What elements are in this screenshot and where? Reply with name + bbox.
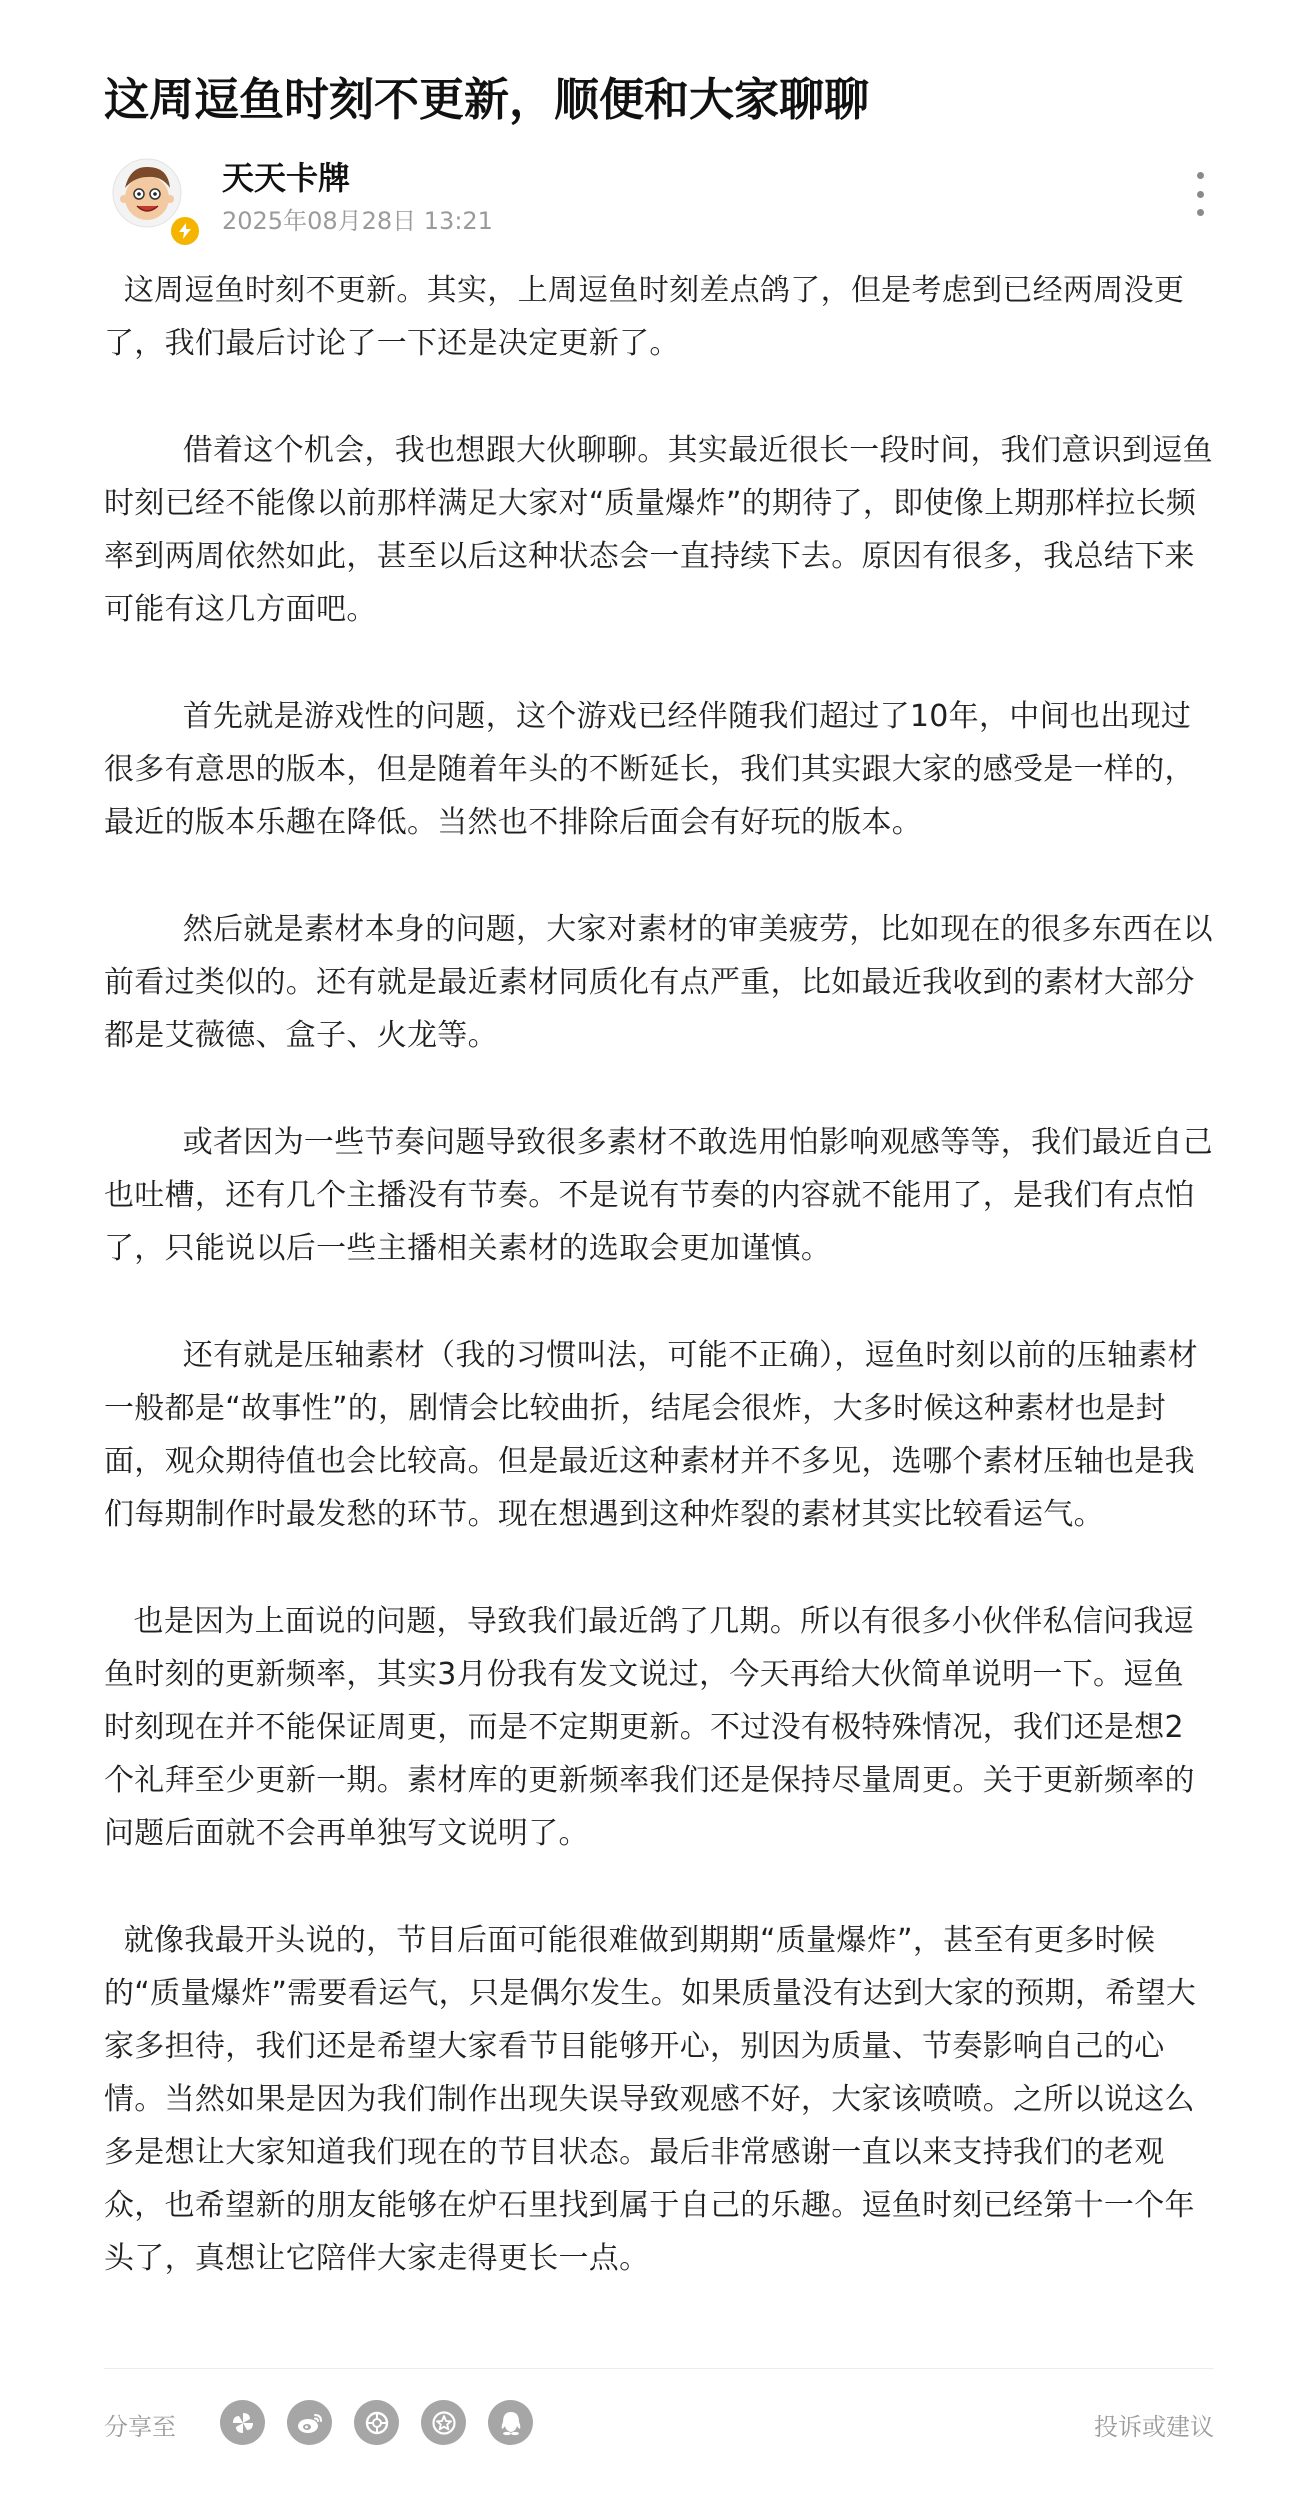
article-paragraph: 这周逗鱼时刻不更新。其实，上周逗鱼时刻差点鸽了，但是考虑到已经两周没更了，我们最后讨论了一下还是决定更新了。: [104, 273, 1185, 361]
article-paragraph: 或者因为一些节奏问题导致很多素材不敢选用怕影响观感等等，我们最近自己也吐槽，还有几个主播没有节奏。不是说有节奏的内容就不能用了，是我们有点怕了，只能说以后一些主播相关素材的选取会更加谨慎。: [104, 1125, 1213, 1266]
pinwheel-icon[interactable]: [220, 2400, 265, 2445]
footer-divider: [104, 2368, 1214, 2369]
author-avatar[interactable]: [112, 158, 182, 228]
favorite-icon[interactable]: [421, 2400, 466, 2445]
article-paragraph: 然后就是素材本身的问题，大家对素材的审美疲劳，比如现在的很多东西在以前看过类似的。还有就是最近素材同质化有点严重，比如最近我收到的素材大部分都是艾薇德、盒子、火龙等。: [104, 912, 1213, 1053]
qq-icon[interactable]: [488, 2400, 533, 2445]
share-label: 分享至: [104, 2413, 176, 2441]
dot: [1197, 172, 1204, 179]
article-title: 这周逗鱼时刻不更新，顺便和大家聊聊: [104, 73, 870, 126]
author-name[interactable]: 天天卡牌: [222, 159, 351, 197]
article-body: [104, 264, 1214, 2339]
article-paragraph: 还有就是压轴素材（我的习惯叫法，可能不正确），逗鱼时刻以前的压轴素材一般都是“故事性”的，剧情会比较曲折，结尾会很炸，大多时候这种素材也是封面，观众期待值也会比较高。但是最近这种素材并不多见，选哪个素材压轴也是我们每期制作时最发愁的环节。现在想遇到这种炸裂的素材其实比较看运气。: [104, 1338, 1198, 1532]
more-options-icon[interactable]: [1190, 172, 1210, 216]
share-icon-list: [220, 2400, 533, 2445]
publish-date: 2025年08月28日 13:21: [222, 207, 493, 235]
lightning-icon: [168, 214, 202, 248]
article-paragraph: 借着这个机会，我也想跟大伙聊聊。其实最近很长一段时间，我们意识到逗鱼时刻已经不能像以前那样满足大家对“质量爆炸”的期待了，即使像上期那样拉长频率到两周依然如此，甚至以后这种状态会一直持续下去。原因有很多，我总结下来可能有这几方面吧。: [104, 433, 1213, 627]
article-paragraph: 也是因为上面说的问题，导致我们最近鸽了几期。所以有很多小伙伴私信问我逗鱼时刻的更新频率，其实3月份我有发文说过，今天再给大伙简单说明一下。逗鱼时刻现在并不能保证周更，而是不定期更新。不过没有极特殊情况，我们还是想2个礼拜至少更新一期。素材库的更新频率我们还是保持尽量周更。关于更新频率的问题后面就不会再单独写文说明了。: [104, 1604, 1195, 1851]
weibo-icon[interactable]: [287, 2400, 332, 2445]
moments-icon[interactable]: [354, 2400, 399, 2445]
report-feedback-link[interactable]: 投诉或建议: [1094, 2413, 1214, 2441]
article-paragraph: 就像我最开头说的，节目后面可能很难做到期期“质量爆炸”，甚至有更多时候的“质量爆炸”需要看运气，只是偶尔发生。如果质量没有达到大家的预期，希望大家多担待，我们还是希望大家看节目能够开心，别因为质量、节奏影响自己的心情。当然如果是因为我们制作出现失误导致观感不好，大家该喷喷。之所以说这么多是想让大家知道我们现在的节目状态。最后非常感谢一直以来支持我们的老观众，也希望新的朋友能够在炉石里找到属于自己的乐趣。逗鱼时刻已经第十一个年头了，真想让它陪伴大家走得更长一点。: [104, 1923, 1197, 2276]
dot: [1197, 209, 1204, 216]
share-footer: [104, 2398, 1214, 2454]
dot: [1197, 191, 1204, 198]
article-paragraph: 首先就是游戏性的问题，这个游戏已经伴随我们超过了10年，中间也出现过很多有意思的版本，但是随着年头的不断延长，我们其实跟大家的感受是一样的，最近的版本乐趣在降低。当然也不排除后面会有好玩的版本。: [104, 699, 1195, 840]
author-row: [104, 152, 1214, 244]
avatar-face-icon: [112, 158, 182, 228]
